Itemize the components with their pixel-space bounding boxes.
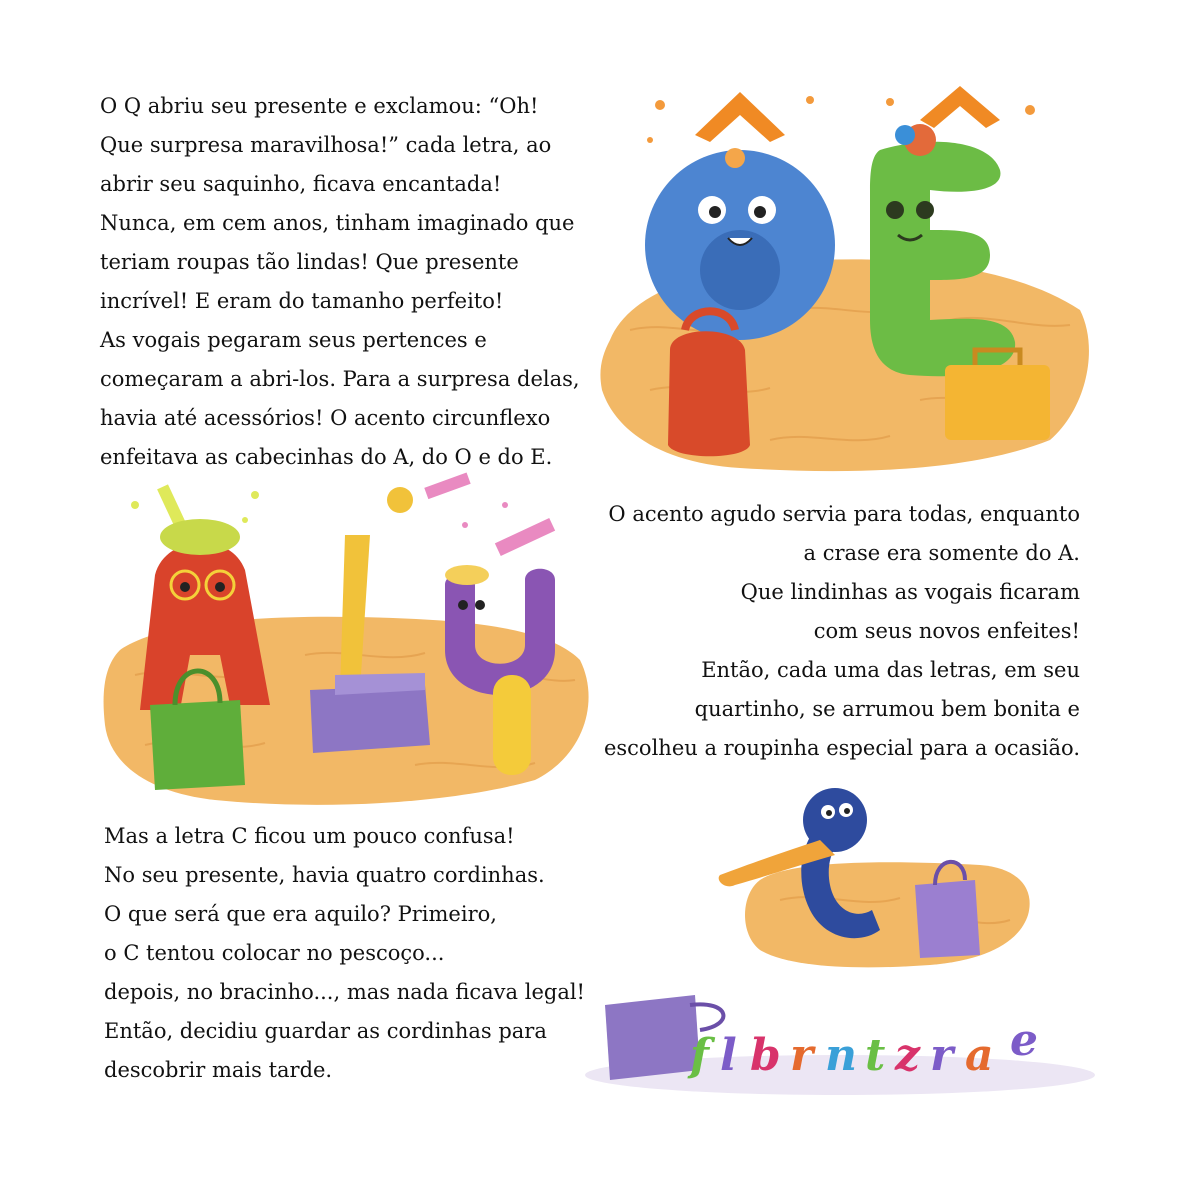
story-line: com seus novos enfeites! xyxy=(813,619,1080,643)
story-line: As vogais pegaram seus pertences e xyxy=(100,328,487,352)
cursive-letter: r xyxy=(790,1030,814,1081)
story-line: descobrir mais tarde. xyxy=(104,1058,333,1082)
cursive-letter: a xyxy=(965,1030,994,1081)
illustration-cursive-letters xyxy=(580,985,1100,1115)
cursive-letter: l xyxy=(720,1030,737,1081)
story-line: O acento agudo servia para todas, enquanto xyxy=(608,502,1080,526)
candle-icon xyxy=(493,675,531,775)
story-line: O que será que era aquilo? Primeiro, xyxy=(104,902,497,926)
illustration-a-i-u xyxy=(95,475,595,815)
story-line: incrível! E eram do tamanho perfeito! xyxy=(100,289,504,313)
story-line: Mas a letra C ficou um pouco confusa! xyxy=(104,824,515,848)
story-line: No seu presente, havia quatro cordinhas. xyxy=(104,863,545,887)
cursive-letter: f xyxy=(690,1030,709,1081)
story-line: Que lindinhas as vogais ficaram xyxy=(740,580,1080,604)
story-line: abrir seu saquinho, ficava encantada! xyxy=(100,172,502,196)
cursive-letter: n xyxy=(825,1030,857,1081)
story-line: o C tentou colocar no pescoço... xyxy=(104,941,445,965)
circumflex-accent-icon xyxy=(695,92,785,142)
cursive-letter: t xyxy=(865,1030,886,1081)
illustration-o-and-e xyxy=(590,80,1100,480)
story-line: quartinho, se arrumou bem bonita e xyxy=(694,697,1080,721)
floor-patch xyxy=(745,862,1030,967)
story-line: começaram a abri-los. Para a surpresa delas, xyxy=(100,367,580,391)
story-line: Então, decidiu guardar as cordinhas para xyxy=(104,1019,547,1043)
cursive-letter: r xyxy=(930,1030,954,1081)
letter-o-character xyxy=(645,148,835,340)
cursive-letter: b xyxy=(750,1030,781,1081)
story-line: Então, cada uma das letras, em seu xyxy=(701,658,1080,682)
story-line: depois, no bracinho..., mas nada ficava legal! xyxy=(104,980,586,1004)
story-paragraph-2 xyxy=(600,495,1080,768)
letter-e-character xyxy=(870,124,1015,376)
cursive-letter: z xyxy=(895,1030,920,1081)
confetti-pink xyxy=(424,472,555,556)
story-line: a crase era somente do A. xyxy=(803,541,1080,565)
story-line: Nunca, em cem anos, tinham imaginado que xyxy=(100,211,575,235)
story-paragraph-1 xyxy=(100,87,580,477)
story-line: enfeitava as cabecinhas do A, do O e do E. xyxy=(100,445,553,469)
story-line: havia até acessórios! O acento circunflexo xyxy=(100,406,551,430)
cursive-letter: e xyxy=(1010,1015,1038,1066)
circumflex-accent-icon xyxy=(920,86,1000,128)
story-line: escolheu a roupinha especial para a ocasião. xyxy=(603,736,1080,760)
story-line: teriam roupas tão lindas! Que presente xyxy=(100,250,519,274)
illustration-c-letter xyxy=(700,780,1040,980)
story-line: O Q abriu seu presente e exclamou: “Oh! xyxy=(100,94,539,118)
story-paragraph-3 xyxy=(104,817,585,1090)
story-line: Que surpresa maravilhosa!” cada letra, ao xyxy=(100,133,552,157)
